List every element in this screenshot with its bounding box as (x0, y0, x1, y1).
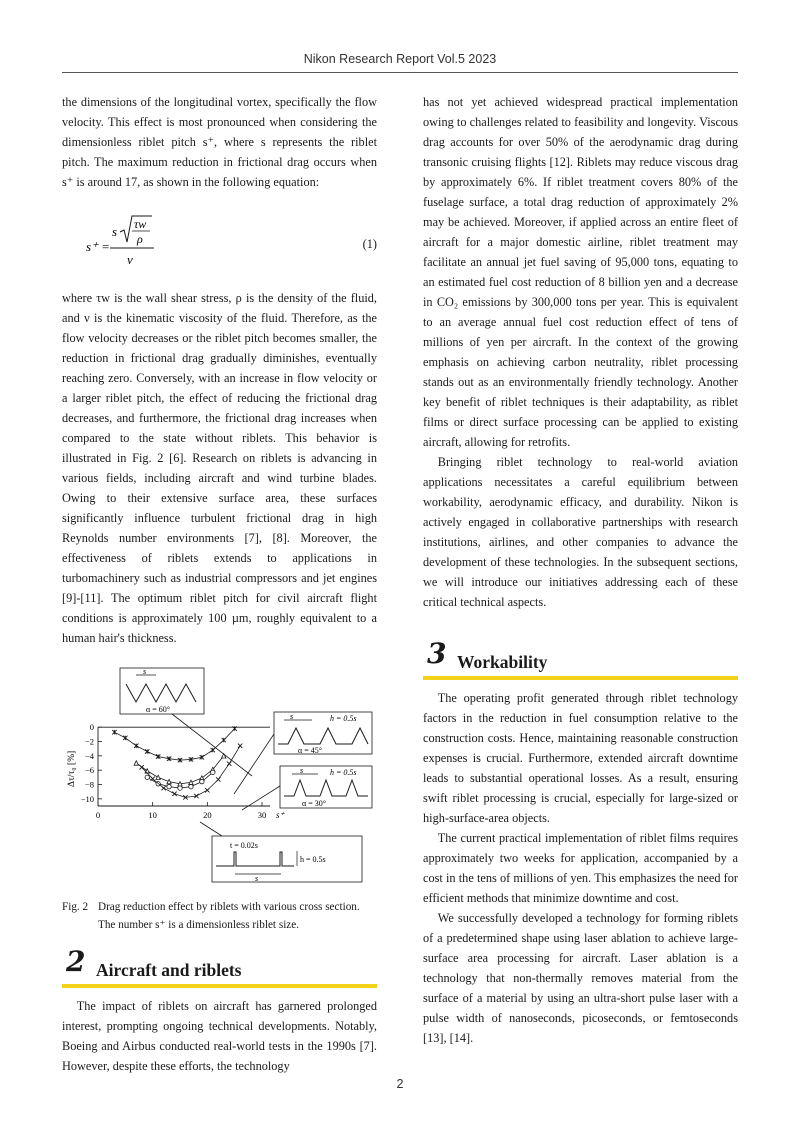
x-tick-label: 10 (148, 810, 157, 820)
y-tick-label: −6 (84, 765, 94, 776)
series-curve (114, 729, 234, 761)
inset-s-label: s (300, 766, 304, 775)
data-point-triangle (189, 780, 193, 784)
data-point-star (211, 748, 215, 752)
left-column (62, 92, 377, 1076)
x-axis-label: s⁺ (276, 810, 285, 820)
series-curve (142, 746, 240, 798)
caption-line-2: The number s⁺ is a dimensionless riblet size. (98, 919, 300, 931)
caption-line-1: Drag reduction effect by riblets with various cross section. (98, 901, 360, 913)
data-point-circle (178, 786, 182, 790)
chart-axes (67, 722, 286, 820)
section-underline (62, 984, 377, 988)
inset-angle-label: α = 45° (298, 746, 322, 755)
equation-number: (1) (362, 237, 377, 251)
data-point-cross (238, 744, 242, 748)
drag-reduction-chart (62, 666, 377, 894)
right-paragraph-2: Bringing riblet technology to real-world aviation applications necessitates a careful equilibrium between workability, aerodynamic efficacy, and durability. Nikon is actively engaged in collaborative partnerships with research institutions, airlines, and other companies to advance the development of these technologies. In the subsequent sections, we will introduce our initiatives addressing each of these critical technical aspects. (423, 455, 738, 609)
y-tick-label: −4 (84, 750, 94, 761)
inset-angle-label: α = 60° (146, 705, 170, 714)
section-number: 2 (66, 945, 86, 978)
inset-h-label: h = 0.5s (300, 855, 326, 864)
section-title: Workability (457, 652, 548, 672)
data-point-circle (211, 770, 215, 774)
eq-s: s (112, 224, 118, 239)
inset-thin-blade (212, 836, 362, 883)
data-point-circle (189, 784, 193, 788)
inset-alpha-60 (120, 667, 204, 714)
inset-box (280, 766, 372, 808)
data-point-star (145, 749, 149, 753)
right-paragraph-4: The current practical implementation of riblet films requires approximately two weeks for application, accompanied by a cost in the tens of millions of yen. This emphasizes the need for efficient methods that minimize downtime and cost. (423, 831, 738, 905)
y-tick-label: −2 (84, 736, 94, 747)
section-2-heading (62, 945, 377, 988)
eq-lhs: s⁺ = (86, 239, 110, 254)
data-point-circle (145, 775, 149, 779)
inset-angle-label: α = 30° (302, 799, 326, 808)
left-paragraph-2: where τw is the wall shear stress, ρ is the density of the fluid, and ν is the kinematic viscosity of the fluid. Therefore, as the flow velocity decreases or the riblet pitch becomes smaller, the reduction in frictional drag gradually diminishes, eventually reaching zero. Conversely, with an increase in flow velocity or a larger riblet pitch, the effect of reducing the frictional drag decreases, and furthermore, the frictional drag increases when compared to the state without riblets. This behavior is illustrated in Fig. 2 [6]. Research on riblets is advancing in various fields, including aircraft and wind turbine blades. Owing to their extensive surface area, these surfaces significantly influence turbulent frictional drag in high Reynolds number environments [7], [8]. Moreover, the effectiveness of riblets extends to applications in turbomachinery such as industrial compressors and jet engines [9]-[11]. The optimum riblet pitch for civil aircraft flight conditions is approximately 100 µm, roughly equivalent to a human hair's thickness. (62, 291, 377, 645)
data-point-cross (216, 777, 220, 781)
header-rule (62, 72, 738, 73)
section-underline (423, 676, 738, 680)
data-point-star (134, 744, 138, 748)
running-header: Nikon Research Report Vol.5 2023 (303, 52, 497, 66)
inset-alpha-45 (274, 712, 372, 755)
y-tick-label: −10 (80, 793, 94, 804)
inset-s-label: s (255, 874, 259, 883)
left-paragraph-1: the dimensions of the longitudinal vortex, specifically the flow velocity. This effect is most pronounced when considering the dimensionless riblet pitch s⁺, where s represents the riblet pitch. The maximum reduction in frictional drag occurs when s⁺ is around 17, as shown in the following equation: (62, 95, 377, 189)
right-paragraph-5: We successfully developed a technology for forming riblets of a predetermined shape using laser ablation to achieve large-surface area processing for aircraft. Laser ablation is a technology that non-thermally removes material from the surface of a material by using an ultra-short pulse laser with a pulse width of nanoseconds, picoseconds, or femtoseconds [13], [14]. (423, 911, 738, 1045)
y-axis-label: Δτ/τ₀ [%] (67, 750, 77, 788)
inset-s-label: s (143, 667, 147, 676)
section-number: 3 (427, 637, 447, 670)
inset-h-label: h = 0.5s (330, 768, 357, 777)
x-tick-label: 20 (203, 810, 212, 820)
right-paragraph-3: The operating profit generated through riblet technology factors in the reduction in fuel consumption relative to the construction costs. Hence, maintaining reasonable construction expenses is crucial. Furthermore, extended aircraft downtime leads to substantial operational losses. As a result, ensuring swift riblet processing is crucial, especially for large-sized or high-surface-area objects. (423, 691, 738, 825)
eq-nu: ν (127, 252, 133, 267)
data-point-triangle (134, 761, 138, 765)
plot-marks (112, 726, 242, 799)
right-column (423, 92, 738, 1048)
data-point-circle (200, 779, 204, 783)
data-point-triangle (167, 779, 171, 783)
data-point-circle (167, 784, 171, 788)
leader-line (200, 822, 222, 836)
caption-label: Fig. 2 (62, 901, 89, 913)
y-tick-label: −8 (84, 779, 94, 790)
right-paragraph-1: has not yet achieved widespread practical implementation owing to challenges related to feasibility and longevity. Viscous drag accounts for over 50% of the aerodynamic drag during transonic cruising flights [12]. Riblets may reduce viscous drag by approximately 6%. If riblet treatment covers 80% of the fuselage surface, a total drag reduction of approximately 2% may be achieved. Moreover, if applied across an entire fleet of aircraft for a major domestic airline, riblet treatment may facilitate an annual jet fuel saving of 95,000 tons, equating to an estimated fuel cost reduction of 8 billion yen and a decrease in CO₂ emissions by 300,000 tons per year. This is equivalent to an average annual fuel cost reduction effect of tens of millions of yen per aircraft. In the context of the growing emphasis on achieving carbon neutrality, riblet processing stands out as an environmentally friendly technology. Another key benefit of riblet techniques is their adaptability, as riblet films or direct surface processing can be applied to existing aircraft, allowing for retrofits. (423, 95, 738, 449)
data-point-cross (205, 788, 209, 792)
data-point-triangle (178, 782, 182, 786)
left-paragraph-3: The impact of riblets on aircraft has garnered prolonged interest, prompting ongoing technical developments. Notably, Boeing and Airbus conducted real-world tests in the 1990s [7]. However, despite these efforts, the technology (62, 999, 377, 1073)
page-number: 2 (396, 1077, 404, 1091)
leader-line (234, 734, 274, 794)
inset-s-label: s (290, 712, 294, 721)
data-point-cross (140, 765, 144, 769)
data-point-triangle (156, 775, 160, 779)
data-point-cross (161, 786, 165, 790)
leader-line (172, 714, 252, 776)
eq-rho: ρ (137, 232, 143, 246)
inset-h-label: h = 0.5s (330, 714, 357, 723)
inset-t-label: t = 0.02s (230, 841, 258, 850)
inset-alpha-30 (280, 766, 372, 808)
y-tick-label: 0 (89, 722, 94, 733)
section-title: Aircraft and riblets (96, 960, 242, 980)
equation-graphic (62, 206, 377, 278)
eq-tau: τw (134, 217, 147, 231)
data-point-cross (172, 792, 176, 796)
data-point-cross (227, 762, 231, 766)
x-tick-label: 30 (257, 810, 267, 820)
x-tick-label: 0 (95, 810, 101, 820)
equation-1 (62, 206, 377, 278)
section-3-heading (423, 637, 738, 680)
figure-caption (62, 898, 377, 934)
data-point-star (112, 730, 116, 734)
figure-2 (62, 666, 377, 894)
data-point-star (222, 738, 226, 742)
data-point-star (123, 736, 127, 740)
